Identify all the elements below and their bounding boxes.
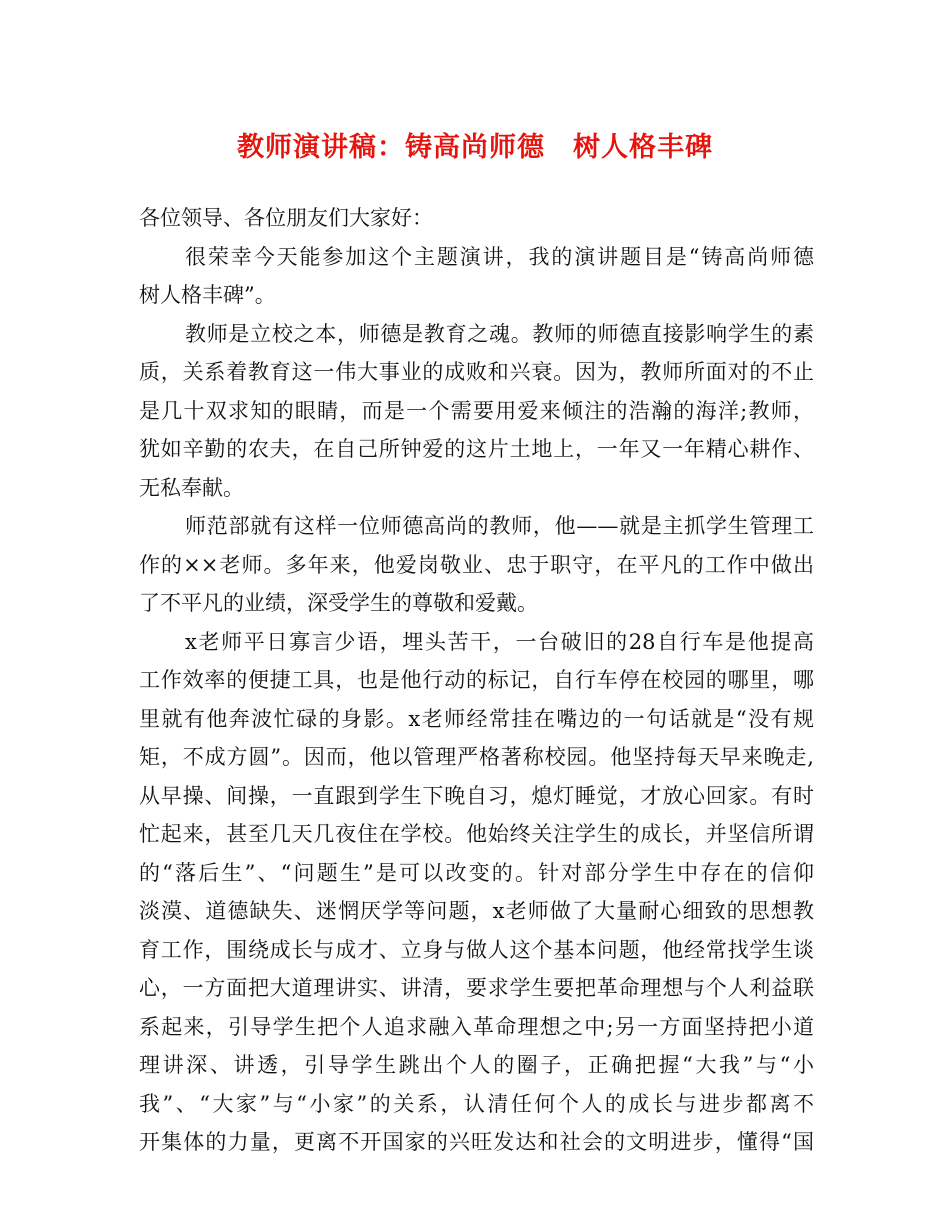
text-line: 作的××老师。多年来，他爱岗敬业、忠于职守，在平凡的工作中做出 bbox=[139, 552, 814, 577]
text-line: 了不平凡的业绩，深受学生的尊敬和爱戴。 bbox=[139, 591, 538, 615]
text-line: 质，关系着教育这一伟大事业的成败和兴衰。因为，教师所面对的不止 bbox=[139, 360, 814, 384]
text-line: 工作效率的便捷工具，也是他行动的标记，自行车停在校园的哪里，哪 bbox=[139, 668, 814, 692]
text-line: 心，一方面把大道理讲实、讲清，要求学生要把革命理想与个人利益联 bbox=[139, 976, 814, 1000]
text-line: x老师平日寡言少语，埋头苦干，一台破旧的28自行车是他提高 bbox=[185, 629, 814, 654]
text-line: 教师是立校之本，师德是教育之魂。教师的师德直接影响学生的素 bbox=[185, 321, 814, 346]
text-line: 系起来，引导学生把个人追求融入革命理想之中;另一方面坚持把小道 bbox=[139, 1014, 814, 1039]
text-line: 忙起来，甚至几天几夜住在学校。他始终关注学生的成长，并坚信所谓 bbox=[139, 822, 814, 846]
text-line: 无私奉献。 bbox=[139, 475, 244, 500]
text-line: 矩，不成方圆”。因而，他以管理严格著称校园。他坚持每天早来晚走, bbox=[139, 745, 814, 769]
document-title: 教师演讲稿：铸高尚师德 树人格丰碑 bbox=[237, 132, 713, 163]
document-body bbox=[139, 199, 814, 1162]
text-line: 很荣幸今天能参加这个主题演讲，我的演讲题目是“铸高尚师德 bbox=[185, 244, 814, 269]
text-line: 犹如辛勤的农夫，在自己所钟爱的这片土地上，一年又一年精心耕作、 bbox=[139, 437, 814, 461]
text-line: 里就有他奔波忙碌的身影。x老师经常挂在嘴边的一句话就是“没有规 bbox=[139, 706, 814, 731]
text-line: 我”、“大家”与“小家”的关系，认清任何个人的成长与进步都离不 bbox=[139, 1091, 814, 1116]
text-line: 师范部就有这样一位师德高尚的教师，他——就是主抓学生管理工 bbox=[185, 514, 814, 538]
text-line: 育工作，围绕成长与成才、立身与做人这个基本问题，他经常找学生谈 bbox=[139, 937, 814, 962]
text-line: 理讲深、讲透，引导学生跳出个人的圈子，正确把握“大我”与“小 bbox=[139, 1053, 814, 1077]
text-line: 的“落后生”、“问题生”是可以改变的。针对部分学生中存在的信仰 bbox=[139, 860, 814, 885]
text-line: 各位领导、各位朋友们大家好： bbox=[139, 206, 433, 230]
text-line: 开集体的力量，更离不开国家的兴旺发达和社会的文明进步，懂得“国 bbox=[139, 1130, 814, 1154]
text-line: 是几十双求知的眼睛，而是一个需要用爱来倾注的浩瀚的海洋;教师， bbox=[139, 398, 814, 423]
text-line: 树人格丰碑”。 bbox=[139, 283, 276, 307]
text-line: 淡漠、道德缺失、迷惘厌学等问题，x老师做了大量耐心细致的思想教 bbox=[139, 899, 814, 923]
text-line: 从早操、间操，一直跟到学生下晚自习，熄灯睡觉，才放心回家。有时 bbox=[139, 783, 814, 808]
